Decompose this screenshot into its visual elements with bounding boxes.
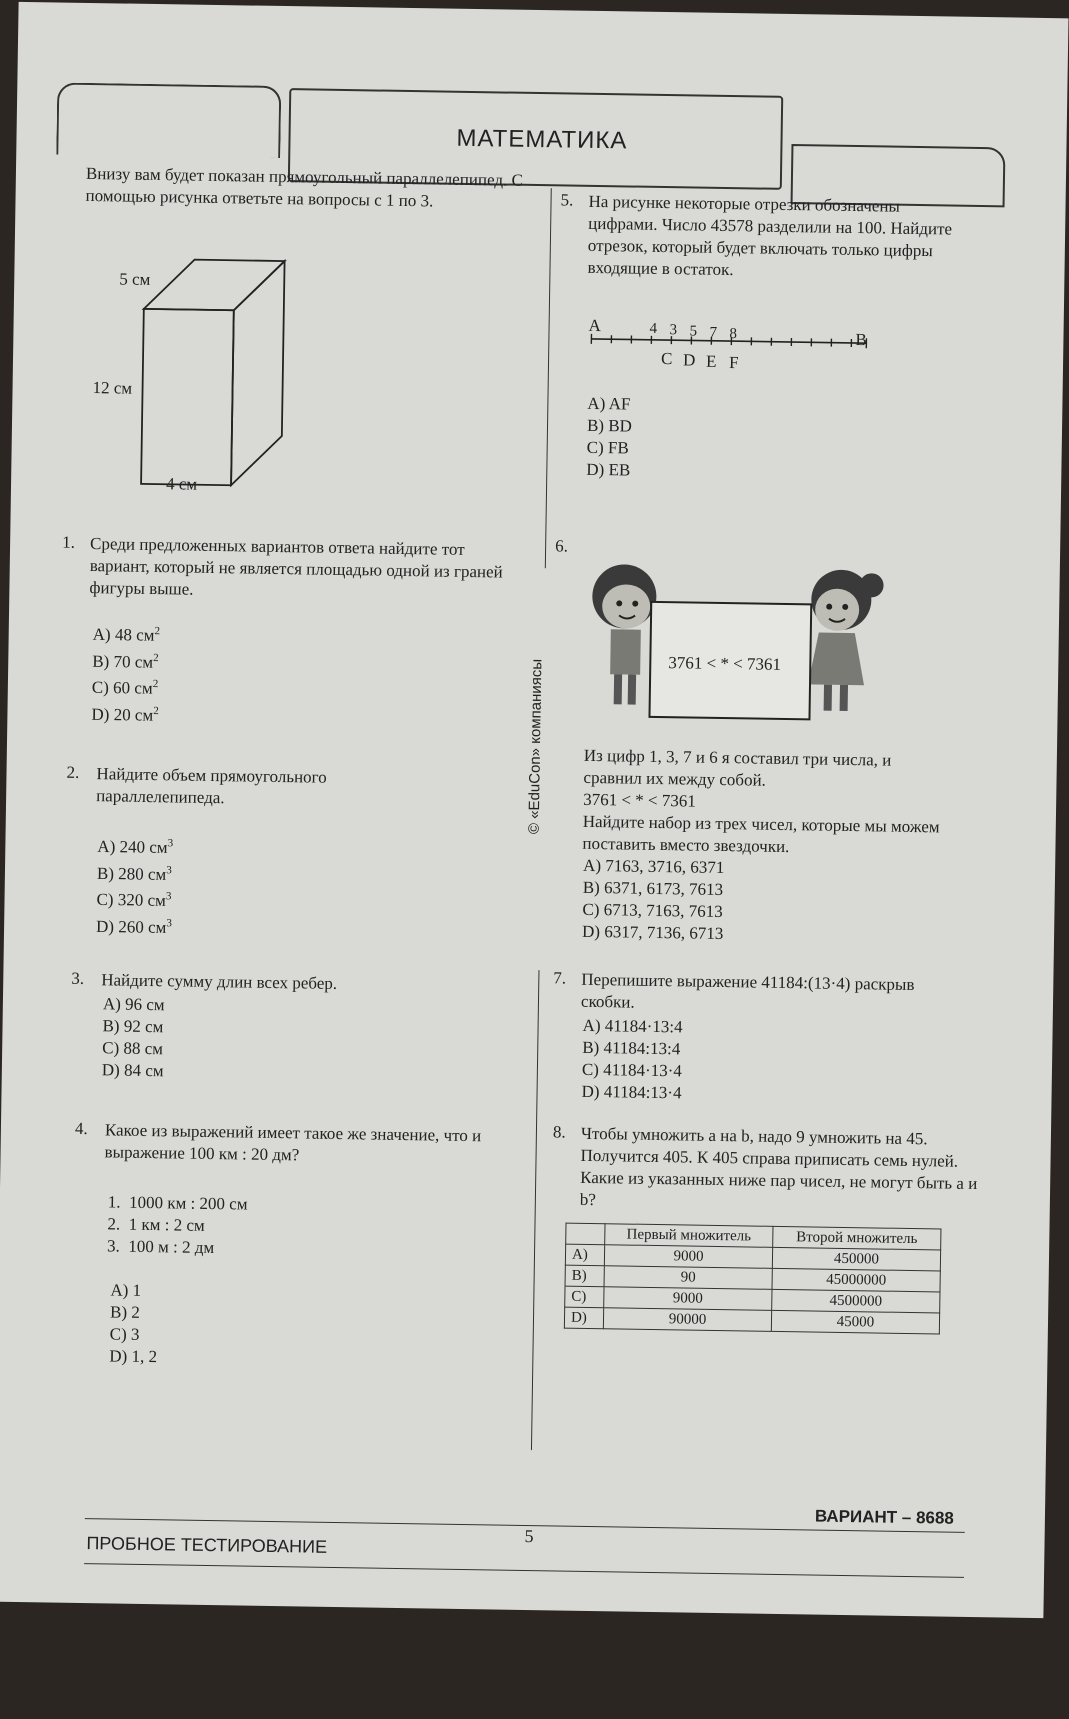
footer-left-label: ПРОБНОЕ ТЕСТИРОВАНИЕ [86,1533,328,1557]
q6-option-d: D) 6317, 7136, 6713 [581,921,724,944]
table-corner-cell [566,1223,605,1245]
q3-options [102,993,165,1082]
segment-letter-c: C [660,348,673,369]
exam-page [0,2,1069,1618]
q6-text-2: 3761 < * < 7361 [583,789,696,811]
segment-letter-f: F [728,353,739,373]
table-row-label: B) [565,1265,604,1287]
table-row-label: D) [564,1307,603,1329]
q1-option-d: D) 20 $см^2$ [91,704,159,725]
table-header-cell: Второй множитель [773,1226,941,1250]
q2-option-c: C) 320 $см^3$ [96,890,172,911]
q6-option-a: A) 7163, 3716, 6371 [582,855,725,878]
q7-option-b: B) 41184:13:4 [582,1037,681,1059]
children-with-board-illustration [577,551,900,736]
page-title: МАТЕМАТИКА [456,124,628,155]
q1-option-b: B) 70 $см^2$ [92,651,159,672]
q3-option-c: C) 88 см [102,1038,164,1059]
footer-rule-bottom [84,1563,964,1578]
q5-number: 5. [560,190,574,210]
q8-number: 8. [552,1122,566,1142]
q4-option-c: C) 3 [109,1324,140,1344]
table-cell: 9000 [604,1287,772,1311]
segment-end-b: B [855,330,867,350]
q8-text: Чтобы умножить a на b, надо 9 умножить на 45. Получится 405. К 405 справа приписать семь нулей. Какие из указанных ниже пар чисел, не могут быть a и b? [579,1123,978,1210]
q7-option-a: A) 41184·13:4 [582,1015,683,1037]
q4-item-3: 3. 100 м : 2 дм [106,1236,215,1258]
q2-options [96,831,173,939]
q3-number: 3. [71,968,85,988]
q7-option-d: D) 41184:13·4 [581,1081,682,1103]
segment-digit-3: 3 [669,322,678,339]
q2-text: Найдите объем прямоугольного параллелепипеда. [96,764,327,808]
q2-option-a: A) 240 $см^3$ [97,836,174,857]
q1-text: Среди предложенных вариантов ответа найдите тот вариант, который не является площадью одной из граней фигуры выше. [89,534,503,599]
q4-option-b: B) 2 [109,1302,140,1322]
segment-letter-d: D [682,350,696,370]
segment-start-a: A [588,315,602,336]
q7-number: 7. [553,968,567,988]
q4-items [107,1191,248,1259]
q1-options [91,619,160,727]
segment-digit-7: 7 [709,324,718,341]
table-cell: 90000 [603,1308,771,1332]
dim-bottom-label: 4 см [165,474,198,494]
q8-table [564,1223,942,1335]
table-header-cell: Первый множитель [605,1224,773,1248]
table-cell: 450000 [772,1247,940,1271]
page-number: 5 [524,1525,534,1547]
dim-top-label: 5 см [119,269,151,289]
q2-option-b: B) 280 $см^3$ [96,863,172,884]
q6-option-c: C) 6713, 7163, 7613 [582,899,723,922]
q6-number: 6. [555,536,569,556]
q3-option-d: D) 84 см [101,1060,164,1081]
q5-option-d: D) EB [586,459,631,480]
table-cell: 45000 [771,1310,939,1334]
copyright-vertical: © «EduCon» компаниясы [526,568,547,840]
header-box-left [56,82,281,158]
q6-option-b: B) 6371, 6173, 7613 [582,877,724,900]
q4-text: Какое из выражений имеет такое же значение, что и выражение 100 км : 20 дм? [104,1120,482,1165]
q4-item-2: 2. 1 км : 2 см [107,1214,205,1235]
q2-option-d: D) 260 $см^3$ [95,916,173,937]
q4-item-1: 1. 1000 км : 200 см [107,1192,248,1214]
q3-option-b: B) 92 см [102,1016,164,1037]
q2-number: 2. [66,762,80,782]
q6-text-1: Из цифр 1, 3, 7 и 6 я составил три числа, и сравнил их между собой. [583,745,892,790]
q5-text: На рисунке некоторые отрезки обозначены цифрами. Число 43578 разделили на 100. Найдите отрезок, который будет включать только цифры входящие в остаток. [587,191,953,280]
board-inequality: 3761 < * < 7361 [668,653,782,674]
intro-text: Внизу вам будет показан прямоугольный параллелепипед. С помощью рисунка ответьте на вопросы с 1 по 3. [85,163,524,211]
q3-option-a: A) 96 см [102,994,165,1015]
table-row-label: A) [565,1244,604,1266]
q4-number: 4. [74,1118,88,1139]
segment-letter-e: E [705,351,717,371]
q1-option-a: A) 48 $см^2$ [92,624,161,645]
table-cell: 90 [604,1266,772,1290]
table-row-label: C) [565,1286,604,1308]
q6-text-3: Найдите набор из трех чисел, которые мы можем поставить вместо звездочки. [582,811,940,857]
column-divider-bottom [531,970,540,1450]
q7-text: Перепишите выражение 41184:(13·4) раскрыв скобки. [580,969,915,1012]
table-cell: 9000 [604,1245,772,1269]
q5-option-c: C) FB [586,437,629,458]
dim-side-label: 12 см [92,378,133,398]
variant-label: ВАРИАНТ – 8688 [814,1506,954,1528]
table-cell: 4500000 [772,1289,940,1313]
q4-option-a: A) 1 [110,1280,142,1300]
q5-option-a: A) AF [587,393,631,414]
segment-digit-8: 8 [729,326,738,343]
table-cell: 45000000 [772,1268,940,1292]
q3-text: Найдите сумму длин всех ребер. [101,970,338,993]
q5-options [586,393,632,482]
q1-option-c: C) 60 $см^2$ [91,678,159,699]
q4-options [109,1279,158,1368]
segment-digit-5: 5 [689,323,698,340]
table-row [564,1307,939,1334]
q6-options [582,855,725,945]
q4-option-d: D) 1, 2 [109,1346,158,1367]
q1-number: 1. [62,532,76,552]
q5-option-b: B) BD [586,415,633,436]
q7-options [581,1015,682,1105]
q7-option-c: C) 41184·13·4 [581,1059,683,1081]
segment-digit-4: 4 [649,320,658,337]
